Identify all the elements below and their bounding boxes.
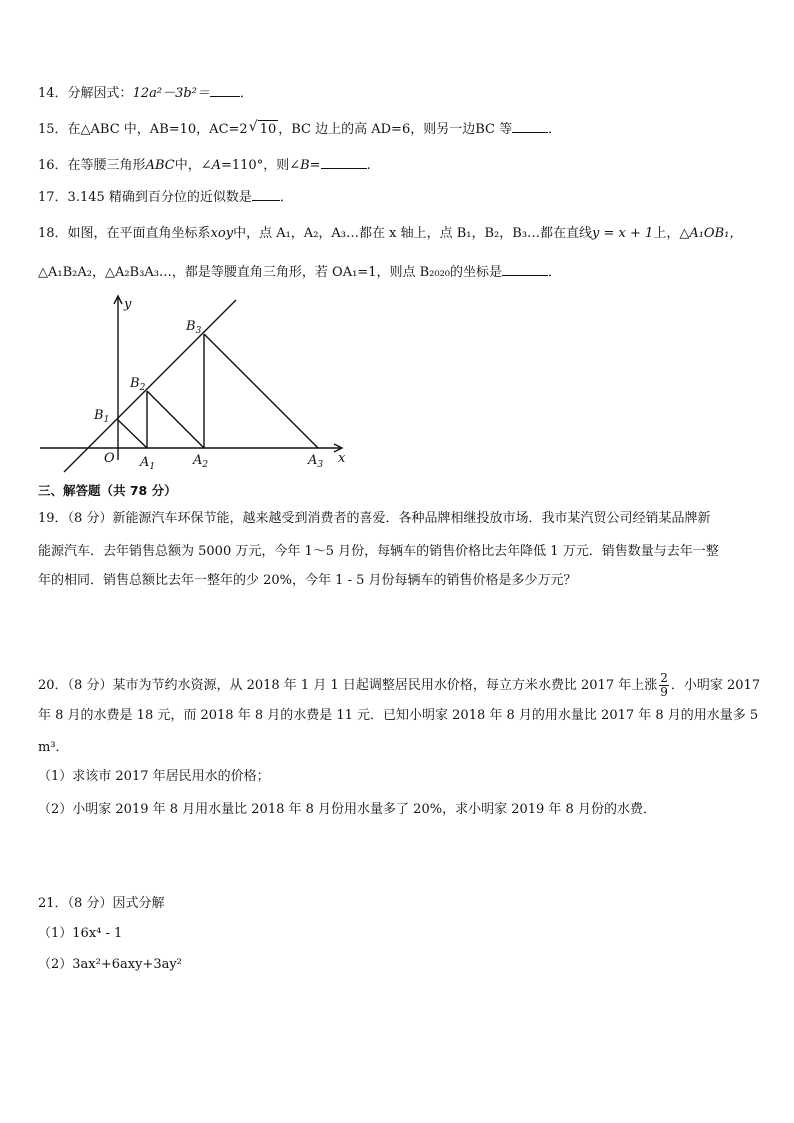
q19-text-line-2: 能源汽车．去年销售总额为 5000 万元，今年 1～5 月份，每辆车的销售价格比去年降低 1 万元．销售数量与去年一整 [38,544,719,559]
q18-figure [30,290,360,480]
q14-answer-blank[interactable] [210,84,240,97]
question-18-line-2 [38,263,561,282]
q20-text-line-1b: ．小明家 2017 [670,678,761,693]
q20-sub-question-1: （1）求该市 2017 年居民用水的价格； [38,769,270,784]
q21-sub-question-1: （1）16x⁴ - 1 [38,926,123,941]
question-16 [38,156,371,175]
line-y-equals-x-plus-1 [64,300,236,472]
a1-label: $A_1$ [140,455,156,472]
q14-label: 分解因式： [67,86,133,101]
question-14 [38,84,253,103]
question-20-line-1 [38,672,760,699]
q18-text-a: 如图，在平面直角坐标系 [67,226,211,241]
q19-number: 19． [38,511,68,526]
q21-title: （8 分）因式分解 [67,896,165,911]
q18-text-c: 上， [653,226,680,241]
q14-number: 14． [38,86,68,101]
q16-angle-b: B [300,158,310,173]
question-17 [38,188,293,207]
q15-radical: √ 10 [258,120,279,139]
q15-number: 15． [38,122,68,137]
q18-text-b: 中，点 A₁，A₂，A₃…都在 x 轴上，点 B₁，B₂，B₃…都在直线 [233,226,593,241]
q17-end: ． [279,190,293,205]
q16-number: 16． [38,158,68,173]
q15-text-pre: 在△ABC 中，AB=10，AC=2 [67,122,248,137]
q20-text-line-3: m³． [38,740,69,755]
q18-answer-blank[interactable] [502,263,548,276]
x-axis-label: x [338,451,346,466]
q17-number: 17． [38,190,68,205]
q20-fraction-denominator: 9 [660,685,668,699]
q19-text-line-1: （8 分）新能源汽车环保节能，越来越受到消费者的喜爱．各种品牌相继投放市场．我市某汽贸公司经销某品牌新 [67,511,711,526]
b1-a1-segment [118,420,147,448]
q16-eq: = [309,158,321,173]
q20-number: 20． [38,678,68,693]
a3-label: $A_3$ [308,453,324,470]
b2-label: $B_2$ [130,376,146,393]
y-axis-label: y [124,297,132,312]
q20-fraction-numerator: 2 [660,671,668,685]
q16-end: . [366,158,371,173]
q18-triangle-1: △A₁OB₁， [679,226,743,241]
b3-label: $B_3$ [186,319,202,336]
origin-label: O [104,451,115,466]
q16-angle-a: A [211,158,221,173]
q18-line-equation: y = x + 1 [592,226,654,241]
q14-expression: 12a²－3b²＝ [132,86,210,101]
a2-label: $A_2$ [193,453,209,470]
q16-answer-blank[interactable] [321,156,367,169]
q15-text-post: ，BC 边上的高 AD=6，则另一边BC 等 [278,122,513,137]
b3-a3-segment [204,334,318,448]
b1-label: $B_1$ [94,408,110,425]
q19-text-line-3: 年的相同．销售总额比去年一整年的少 20%，今年 1 - 5 月份每辆车的销售价格是多少万元？ [38,573,577,588]
q20-text-line-1: （8 分）某市为节约水资源，从 2018 年 1 月 1 日起调整居民用水价格，每立方米水费比 2017 年上涨 [67,678,658,693]
q14-end: ． [239,86,253,101]
q16-text-mid: 中，∠ [174,158,212,173]
section-3-title: 三、解答题（共 78 分） [38,483,177,498]
q18-end: ． [548,265,562,280]
q20-sub-question-2: （2）小明家 2019 年 8 月用水量比 2018 年 8 月份用水量多了 20%，求小明家 2019 年 8 月份的水费． [38,802,656,817]
q15-end: ． [548,122,562,137]
q17-text: 3.145 精确到百分位的近似数是 [67,190,252,205]
q16-text-pre: 在等腰三角形 [67,158,146,173]
q16-text-mid2: =110°，则∠ [221,158,301,173]
q21-sub-question-2: （2）3ax²+6axy+3ay² [38,957,182,972]
q21-number: 21． [38,896,68,911]
q18-text-line2: △A₁B₂A₂，△A₂B₃A₃…，都是等腰直角三角形，若 OA₁=1，则点 B₂₀₂₀的坐标是 [38,265,503,280]
q16-triangle: ABC [145,158,175,173]
question-21 [38,895,164,913]
q18-number: 18． [38,226,68,241]
question-15 [38,120,561,139]
question-18-line-1 [38,225,742,243]
q15-answer-blank[interactable] [512,120,548,133]
q17-answer-blank[interactable] [252,188,280,201]
b2-a2-segment [147,391,204,448]
q18-coordinate-system: xoy [210,226,234,241]
q20-text-line-2: 年 8 月的水费是 18 元，而 2018 年 8 月的水费是 11 元．已知小明家 2018 年 8 月的用水量比 2017 年 8 月的用水量多 5 [38,708,759,723]
q20-fraction [659,672,669,699]
question-19-line-1 [38,510,710,528]
